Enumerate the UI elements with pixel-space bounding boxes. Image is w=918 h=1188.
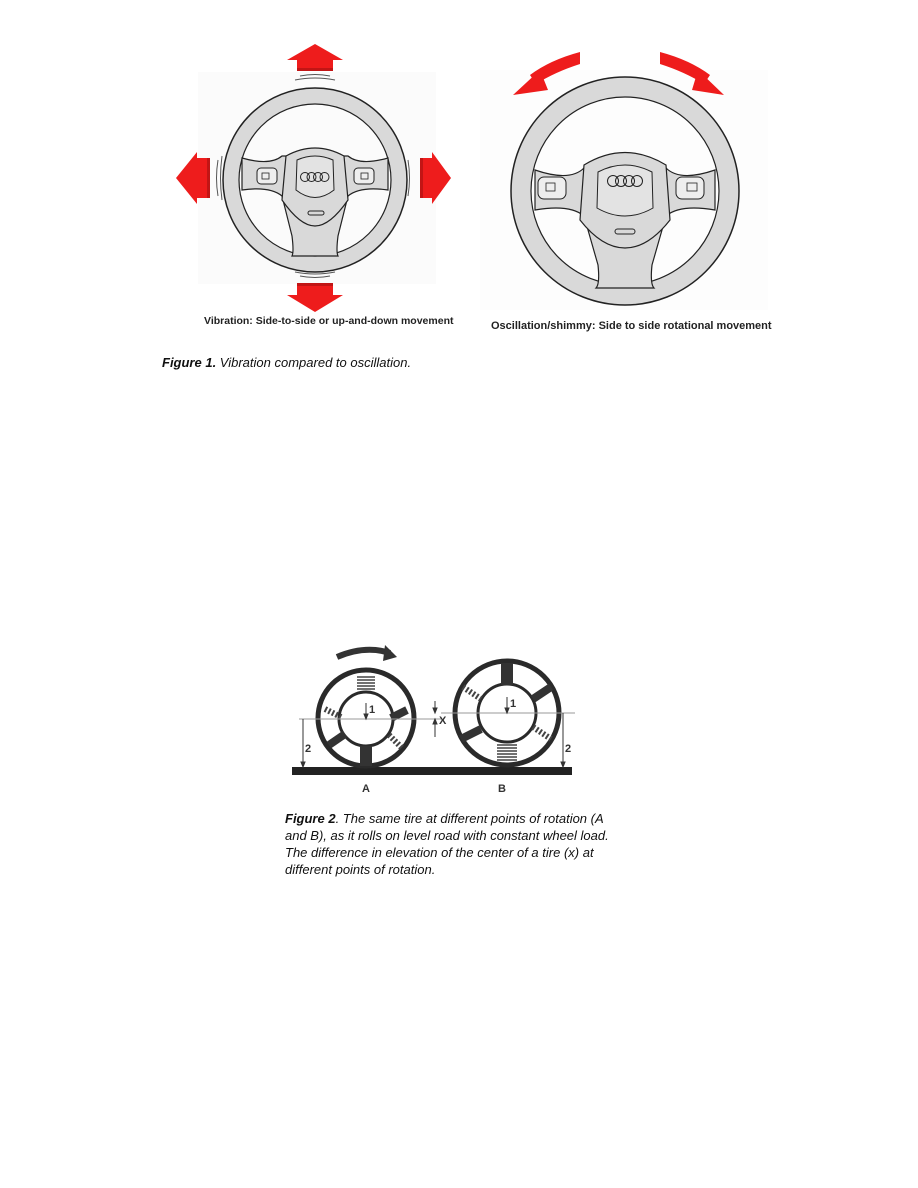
- figure2-tire-diagram: [285, 635, 577, 795]
- tire-b-label: B: [498, 783, 506, 795]
- rotation-arrow-icon: [337, 650, 390, 657]
- figure1-vibration-illustration: [170, 40, 455, 312]
- figure1-caption-label: Figure 1.: [162, 355, 217, 370]
- figure2-caption-line: . The same tire at different points of rotation (A: [335, 811, 604, 826]
- figure1-right-label: Oscillation/shimmy: Side to side rotational movement: [491, 320, 772, 332]
- figure1-caption-text: Vibration compared to oscillation.: [216, 355, 412, 370]
- figure1-left-label: Vibration: Side-to-side or up-and-down movement: [204, 315, 454, 327]
- dim-2-label-a: 2: [305, 743, 312, 755]
- arrow-left-icon: [176, 152, 210, 204]
- arrow-right-icon: [420, 152, 451, 204]
- figure1-caption: [162, 354, 411, 371]
- dim-1-label-b: 1: [510, 698, 517, 710]
- figure2-caption-line: and B), as it rolls on level road with constant wheel load.: [285, 828, 609, 843]
- figure2-caption-label: Figure 2: [285, 811, 336, 826]
- tire-a-label: A: [362, 783, 370, 795]
- dim-1-label-a: 1: [369, 704, 376, 716]
- arrow-down-icon: [287, 283, 343, 312]
- dim-2-label-b: 2: [565, 743, 572, 755]
- figure2-caption-line: different points of rotation.: [285, 862, 436, 877]
- figure2-caption-line: The difference in elevation of the center of a tire (x) at: [285, 845, 594, 860]
- figure1-oscillation-illustration: [480, 40, 770, 315]
- dim-x-label: X: [439, 715, 447, 727]
- arrow-up-icon: [287, 44, 343, 71]
- figure2-caption: [285, 810, 645, 878]
